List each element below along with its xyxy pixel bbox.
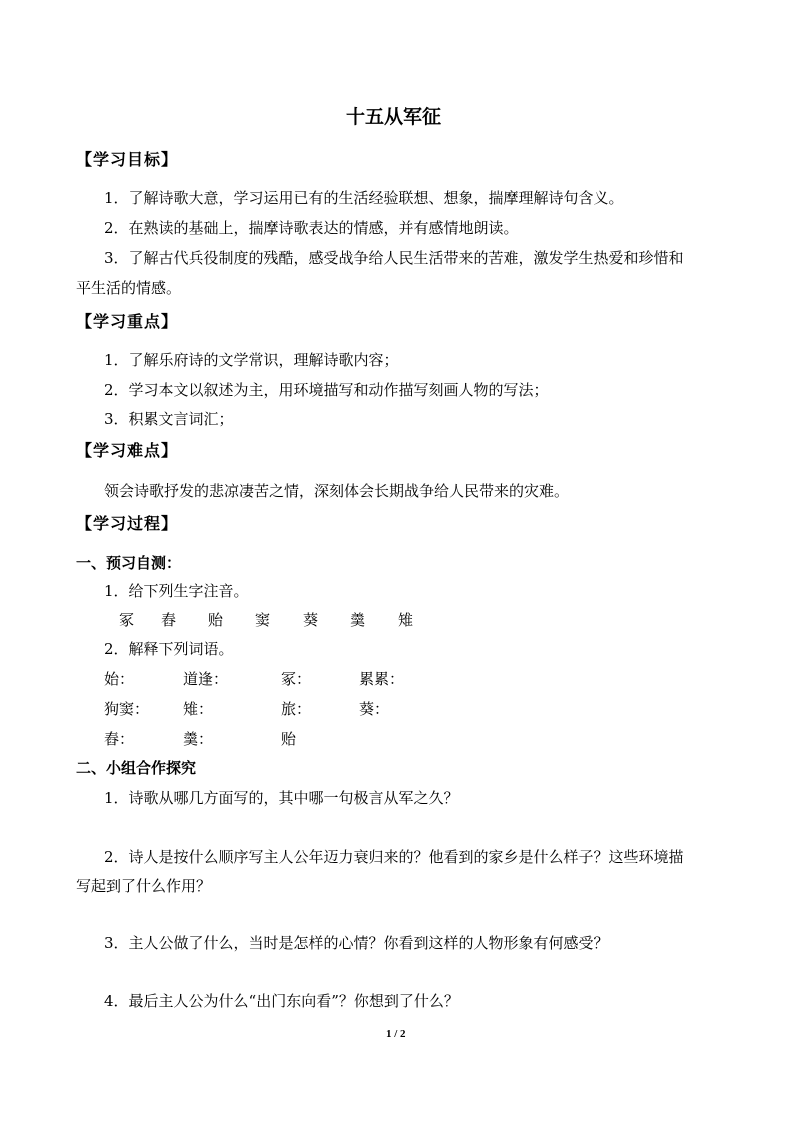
difficulties-heading: 【学习难点】 [76,441,179,460]
vocab-term: 狗窦： [104,700,150,718]
char-item: 冢 [119,611,135,629]
char-item: 贻 [208,611,224,629]
vocab-term: 冢： [281,670,312,688]
char-item: 窦 [255,611,271,629]
process-heading: 【学习过程】 [76,514,179,533]
page-title: 十五从军征 [346,106,442,128]
part1-question-1: 1．给下列生字注音。 [104,582,249,600]
part1-title: 一、预习自测： [76,554,182,572]
part2-question-2-cont: 写起到了什么作用？ [76,877,212,895]
objective-item-2: 2．在熟读的基础上，揣摩诗歌表达的情感，并有感情地朗读。 [104,219,519,237]
vocab-term: 羹： [183,730,214,748]
key-points-heading: 【学习重点】 [76,312,179,331]
part2-question-3: 3．主人公做了什么，当时是怎样的心情？你看到这样的人物形象有何感受？ [104,934,609,952]
key-point-item-1: 1．了解乐府诗的文学常识，理解诗歌内容； [104,351,399,369]
objectives-heading: 【学习目标】 [76,150,179,169]
part2-question-4: 4．最后主人公为什么“出门东向看”？你想到了什么？ [104,992,459,1010]
part2-question-2: 2．诗人是按什么顺序写主人公年迈力衰归来的？他看到的家乡是什么样子？这些环境描 [104,848,684,866]
part2-title: 二、小组合作探究 [76,759,197,777]
objective-item-1: 1．了解诗歌大意，学习运用已有的生活经验联想、想象，揣摩理解诗句含义。 [104,189,624,207]
vocab-term: 累累： [359,670,405,688]
char-item: 葵 [303,611,319,629]
key-point-item-3: 3．积累文言词汇； [104,410,234,428]
page-number: 1 / 2 [386,1028,406,1040]
part1-question-2: 2．解释下列词语。 [104,640,234,658]
vocab-term: 始： [104,670,135,688]
vocab-term: 雉： [183,700,214,718]
vocab-term: 贻 [281,730,297,748]
objective-item-3-cont: 平生活的情感。 [76,279,182,297]
char-item: 舂 [161,611,177,629]
part2-question-1: 1．诗歌从哪几方面写的，其中哪一句极言从军之久？ [104,789,459,807]
vocab-term: 道逢： [183,670,229,688]
vocab-term: 旅： [281,700,312,718]
char-item: 羹 [350,611,366,629]
difficulties-text: 领会诗歌抒发的悲凉凄苦之情，深刻体会长期战争给人民带来的灾难。 [104,482,570,500]
char-item: 雉 [398,611,414,629]
vocab-term: 葵： [359,700,390,718]
key-point-item-2: 2．学习本文以叙述为主，用环境描写和动作描写刻画人物的写法； [104,381,549,399]
objective-item-3: 3．了解古代兵役制度的残酷，感受战争给人民生活带来的苦难，激发学生热爱和珍惜和 [104,249,684,267]
vocab-term: 舂： [104,730,135,748]
